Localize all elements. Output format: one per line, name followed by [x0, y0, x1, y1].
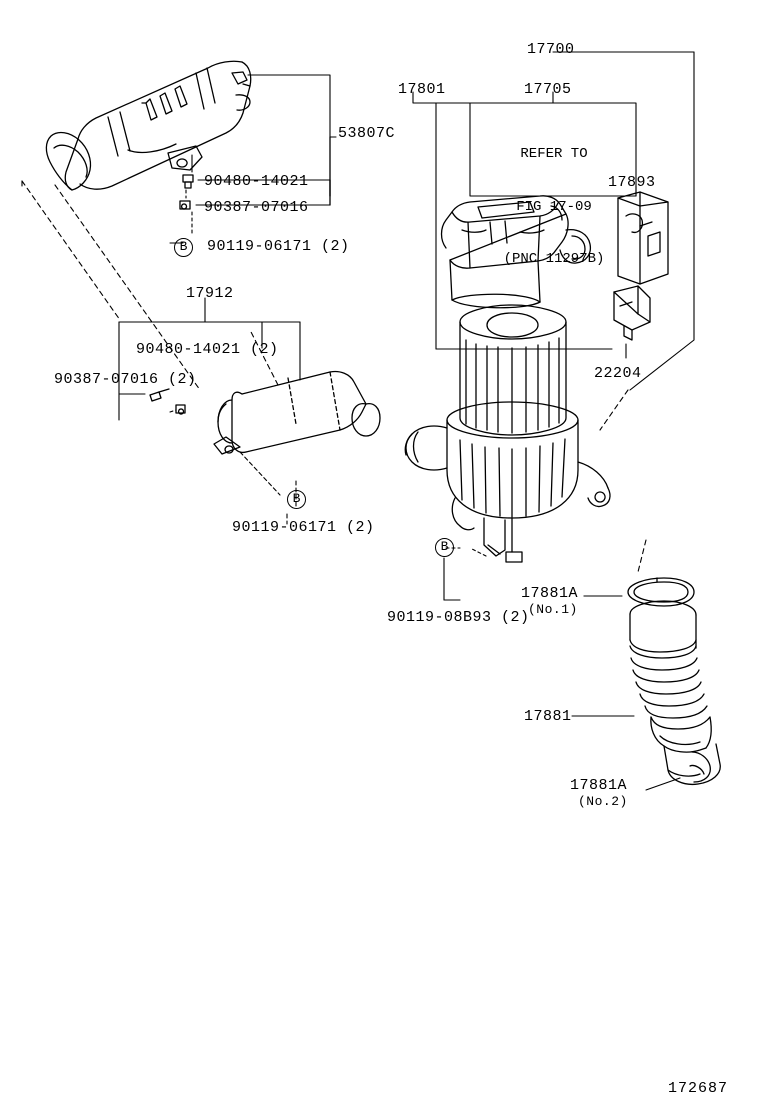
callout-53807c: 53807C [338, 125, 396, 142]
callout-90387-07016-b: 90387-07016 (2) [54, 371, 197, 388]
callout-17881a-no1-suffix: (No.1) [528, 602, 578, 617]
part-17912-duct [214, 371, 380, 454]
callout-90119-08b93: 90119-08B93 (2) [387, 609, 530, 626]
part-air-filter-element [460, 305, 566, 435]
callout-17705: 17705 [524, 81, 572, 98]
part-17881-hose [628, 578, 720, 784]
part-53807c-duct [46, 61, 250, 190]
leader-bolts [444, 548, 486, 600]
part-air-cleaner-case [405, 402, 610, 562]
leader-lines-17912 [119, 298, 300, 524]
callout-90480-14021-b: 90480-14021 (2) [136, 341, 279, 358]
figure-number: 172687 [668, 1080, 729, 1097]
callout-17881a-no2: 17881A [570, 777, 628, 794]
bolt-marker-b-2: B [287, 490, 306, 509]
bolt-marker-b-3: B [435, 538, 454, 557]
callout-90480-14021-a: 90480-14021 [204, 173, 309, 190]
fastener-icons-17912 [150, 389, 185, 414]
callout-90119-06171-a: 90119-06171 (2) [207, 238, 350, 255]
leader-lines-topleft [170, 75, 336, 243]
reference-line-3: (PNC 11297B) [503, 251, 605, 267]
leader-hose [572, 596, 680, 790]
callout-17881a-no2-suffix: (No.2) [578, 794, 628, 809]
assembly-dashed-right [600, 390, 646, 572]
callout-22204: 22204 [594, 365, 642, 382]
callout-90387-07016-a: 90387-07016 [204, 199, 309, 216]
reference-line-1: REFER TO [520, 146, 588, 162]
callout-17893: 17893 [608, 174, 656, 191]
callout-17881: 17881 [524, 708, 572, 725]
callout-17700: 17700 [527, 41, 575, 58]
reference-line-2: FIG 17-09 [516, 198, 592, 215]
bolt-marker-b-1: B [174, 238, 193, 257]
callout-17801: 17801 [398, 81, 446, 98]
callout-90119-06171-b: 90119-06171 (2) [232, 519, 375, 536]
callout-17912: 17912 [186, 285, 234, 302]
reference-box-17705 [478, 111, 630, 304]
callout-17881a-no1: 17881A [521, 585, 579, 602]
